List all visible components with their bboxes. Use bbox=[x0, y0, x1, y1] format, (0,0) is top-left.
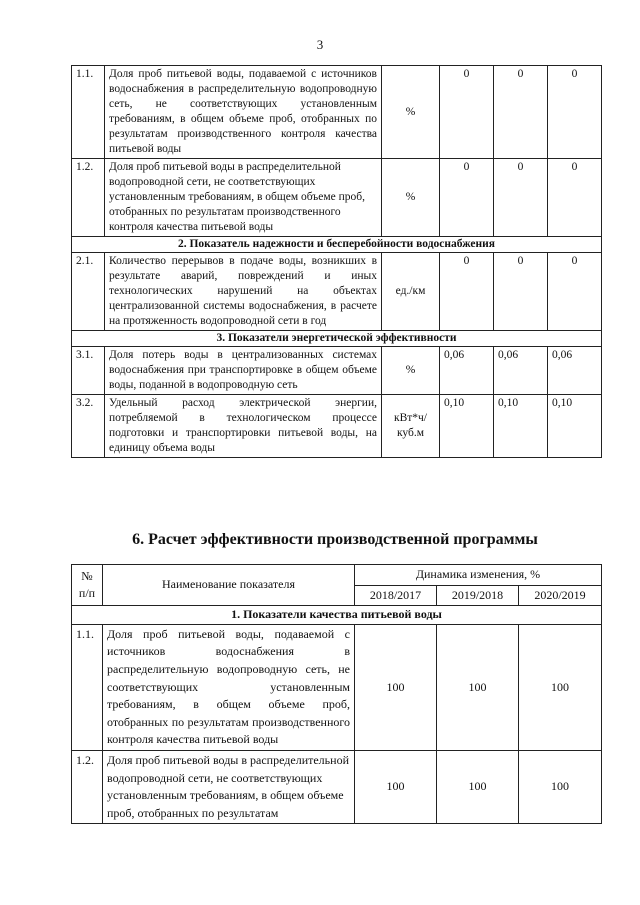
value-cell: 0 bbox=[494, 159, 548, 237]
row-number: 1.1. bbox=[72, 624, 103, 750]
value-cell: 100 bbox=[519, 624, 602, 750]
value-cell: 0,06 bbox=[440, 347, 494, 395]
table-row bbox=[72, 253, 602, 331]
section-heading: 3. Показатели энергетической эффективности bbox=[72, 331, 602, 347]
section-title: 6. Расчет эффективности производственной программы bbox=[132, 531, 538, 548]
page-number: 3 bbox=[316, 37, 324, 52]
indicator-name: Доля проб питьевой воды в распределительной водопроводной сети, не соответствующих установленным требованиям, в общем объеме проб, отобранных по результатам bbox=[103, 750, 355, 823]
row-number: 1.2. bbox=[72, 750, 103, 823]
indicator-name: Количество перерывов в подаче воды, возникших в результате аварий, повреждений и иных технологических нарушений на объектах централизованной системы водоснабжения, в расчете на протяженность водопроводной сети в год bbox=[105, 253, 382, 331]
indicators-table bbox=[71, 65, 602, 458]
unit-line: кВт*ч/ bbox=[393, 412, 427, 424]
unit-cell: % bbox=[382, 159, 440, 237]
header-line: п/п bbox=[78, 586, 96, 601]
section-row bbox=[72, 331, 602, 347]
header-row bbox=[72, 565, 602, 586]
unit-cell: ед./км bbox=[382, 253, 440, 331]
value-cell: 0,10 bbox=[440, 395, 494, 458]
header-line: № bbox=[81, 568, 93, 583]
value-cell: 0,10 bbox=[494, 395, 548, 458]
table-row bbox=[72, 624, 602, 750]
row-number: 3.1. bbox=[72, 347, 105, 395]
value-cell: 0 bbox=[548, 66, 602, 159]
section-row bbox=[72, 606, 602, 625]
section-heading: 2. Показатель надежности и бесперебойности водоснабжения bbox=[72, 237, 602, 253]
indicator-name: Доля проб питьевой воды, подаваемой с источников водоснабжения в распределительную водопроводную сеть, не соответствующих установленным требованиям, в общем объеме проб, отобранных по результатам производственного контроля качества питьевой воды bbox=[103, 624, 355, 750]
value-cell: 0,06 bbox=[548, 347, 602, 395]
section-heading: 1. Показатели качества питьевой воды bbox=[72, 606, 602, 625]
row-number: 1.2. bbox=[72, 159, 105, 237]
unit-cell: % bbox=[382, 66, 440, 159]
value-cell: 0 bbox=[440, 159, 494, 237]
column-header-dynamics: Динамика изменения, % bbox=[355, 565, 602, 586]
table-row bbox=[72, 395, 602, 458]
value-cell: 100 bbox=[355, 750, 437, 823]
value-cell: 0 bbox=[440, 253, 494, 331]
indicator-name: Доля проб питьевой воды в распределительной водопроводной сети, не соответствующих установленным требованиям, в общем объеме проб, отобранных по результатам производственного контроля качества питьевой воды bbox=[105, 159, 382, 237]
row-number: 2.1. bbox=[72, 253, 105, 331]
table-row bbox=[72, 750, 602, 823]
value-cell: 0 bbox=[494, 253, 548, 331]
value-cell: 100 bbox=[355, 624, 437, 750]
unit-line: куб.м bbox=[396, 427, 425, 439]
efficiency-table bbox=[71, 564, 602, 824]
table-row bbox=[72, 159, 602, 237]
value-cell: 0 bbox=[548, 253, 602, 331]
indicator-name: Доля проб питьевой воды, подаваемой с источников водоснабжения в распределительную водопроводную сеть, не соответствующих установленным требованиям, в общем объеме проб, отобранных по результатам производственного контроля качества питьевой воды bbox=[105, 66, 382, 159]
value-cell: 0,10 bbox=[548, 395, 602, 458]
unit-cell bbox=[382, 395, 440, 458]
value-cell: 0 bbox=[548, 159, 602, 237]
value-cell: 0,06 bbox=[494, 347, 548, 395]
column-header-year: 2019/2018 bbox=[437, 585, 519, 606]
table-row bbox=[72, 347, 602, 395]
table-row bbox=[72, 66, 602, 159]
section-row bbox=[72, 237, 602, 253]
value-cell: 100 bbox=[519, 750, 602, 823]
row-number: 3.2. bbox=[72, 395, 105, 458]
indicator-name: Удельный расход электрической энергии, потребляемой в технологическом процессе подготовки и транспортировки питьевой воды, на единицу объема воды bbox=[105, 395, 382, 458]
value-cell: 100 bbox=[437, 750, 519, 823]
value-cell: 100 bbox=[437, 624, 519, 750]
column-header-year: 2018/2017 bbox=[355, 585, 437, 606]
column-header-year: 2020/2019 bbox=[519, 585, 602, 606]
column-header-number bbox=[72, 565, 103, 606]
row-number: 1.1. bbox=[72, 66, 105, 159]
indicator-name: Доля потерь воды в централизованных системах водоснабжения при транспортировке в общем объеме воды, поданной в водопроводную сеть bbox=[105, 347, 382, 395]
unit-cell: % bbox=[382, 347, 440, 395]
column-header-name: Наименование показателя bbox=[103, 565, 355, 606]
value-cell: 0 bbox=[440, 66, 494, 159]
value-cell: 0 bbox=[494, 66, 548, 159]
